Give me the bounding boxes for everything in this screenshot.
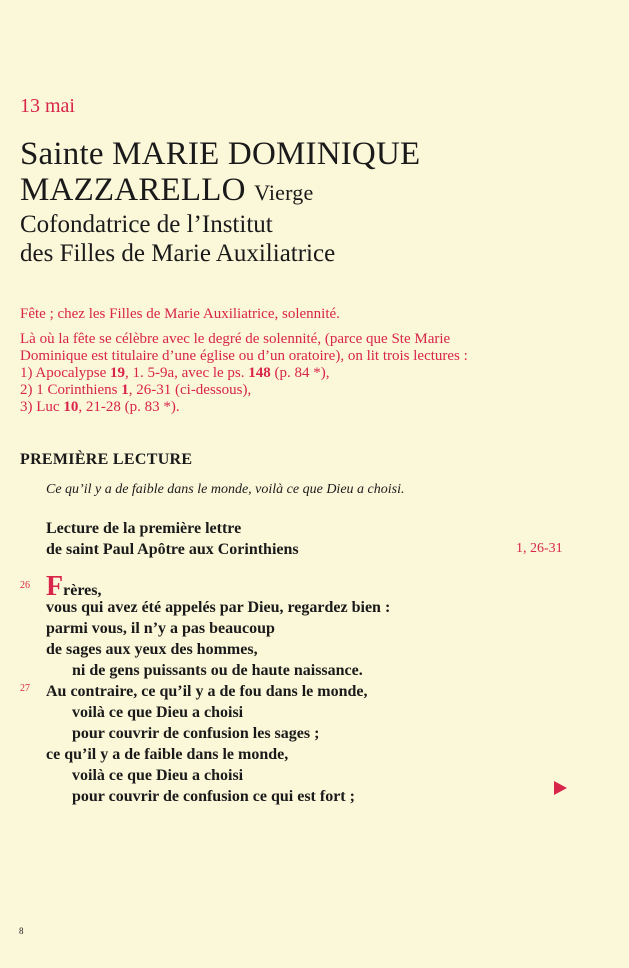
verse-number: 27 [20,683,30,694]
reading-lead: Ce qu’il y a de faible dans le monde, voilà ce que Dieu a choisi. [46,482,405,497]
text-line: pour couvrir de confusion ce qui est fort ; [72,788,355,805]
scripture-reference: 1, 26-31 [516,541,563,556]
saint-subtitle [20,210,335,268]
title-line-1: Sainte MARIE DOMINIQUE [20,136,421,172]
feast-rank-rubric: Fête ; chez les Filles de Marie Auxiliatrice, solennité. [20,306,340,322]
readings-rubric [20,331,569,416]
text-line: de sages aux yeux des hommes, [46,641,258,658]
text-line: ni de gens puissants ou de haute naissance. [72,662,363,679]
saint-title [20,136,420,211]
reading-title [46,518,299,560]
title-line-2 [20,172,420,211]
rubric-line-1: Là où la fête se célèbre avec le degré de solennité, (parce que Ste Marie [20,331,451,347]
title-qualifier: Vierge [254,180,314,205]
feast-date: 13 mai [20,95,75,117]
page-number: 8 [19,926,24,936]
text-line: parmi vous, il n’y a pas beaucoup [46,620,275,637]
text-line: voilà ce que Dieu a choisi [72,704,244,721]
rubric-line-2: Dominique est titulaire d’une église ou d’un oratoire), on lit trois lectures : [20,348,468,364]
reading-option-3: 3) Luc 10, 21-28 (p. 83 *). [20,399,180,415]
reading-title-line-2: de saint Paul Apôtre aux Corinthiens [46,541,299,558]
reading-option-1: 1) Apocalypse 19, 1. 5-9a, avec le ps. 148 (p. 84 *), [20,365,330,381]
drop-cap: F [46,571,64,602]
reading-text [46,571,391,807]
verse-number: 26 [20,580,30,591]
reading-heading: PREMIÈRE LECTURE [20,451,193,468]
text-line: ce qu’il y a de faible dans le monde, [46,746,289,763]
subtitle-line-2: des Filles de Marie Auxiliatrice [20,240,336,267]
continue-arrow-icon [554,781,567,795]
text-line: vous qui avez été appelés par Dieu, regardez bien : [46,599,391,616]
title-surname: MAZZARELLO [20,172,246,208]
text-line: pour couvrir de confusion les sages ; [72,725,320,742]
reading-option-2: 2) 1 Corinthiens 1, 26-31 (ci-dessous), [20,382,252,398]
subtitle-line-1: Cofondatrice de l’Institut [20,211,273,238]
text-line: Frères, [46,571,102,602]
text-line: Au contraire, ce qu’il y a de fou dans le monde, [46,683,368,700]
text-line: voilà ce que Dieu a choisi [72,767,244,784]
reading-title-line-1: Lecture de la première lettre [46,520,242,537]
